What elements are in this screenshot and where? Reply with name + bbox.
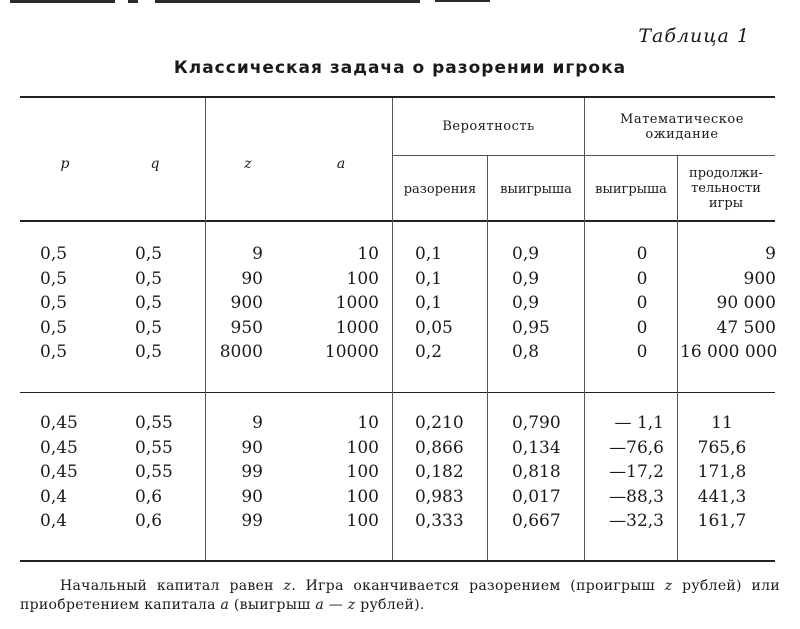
- cell-a: 10: [357, 413, 379, 433]
- cell-ruin: 0,1: [415, 293, 443, 314]
- page-top-rule: [10, 0, 530, 4]
- cell-win: 0,9: [512, 293, 540, 314]
- vrule-prob-exp: [584, 98, 585, 560]
- cell-win: 0,95: [512, 317, 550, 338]
- cell-win: 0,017: [512, 486, 561, 507]
- cell-win: 0,8: [512, 342, 540, 363]
- cell-z: 90: [241, 268, 263, 289]
- footnote-text-2: . Игра оканчивается разорением (проигрыш: [291, 578, 665, 594]
- cell-duration: 900: [743, 268, 776, 289]
- header-exp-win: выигрыша: [595, 182, 667, 197]
- table-caption: Классическая задача о разорении игрока: [173, 58, 627, 78]
- cell-z: 99: [241, 511, 263, 532]
- cell-p: 0,4: [40, 486, 68, 507]
- cell-z: 90: [241, 437, 263, 458]
- cell-win: 0,134: [512, 437, 561, 458]
- cell-z: 950: [230, 317, 263, 338]
- cell-q: 0,5: [135, 342, 163, 363]
- cell-a: 1000: [335, 317, 379, 338]
- cell-p: 0,4: [40, 511, 68, 532]
- cell-q: 0,6: [135, 486, 163, 507]
- header-q: q: [150, 156, 160, 172]
- cell-a: 10: [357, 244, 379, 264]
- header-probability: Вероятность: [442, 119, 535, 134]
- cell-duration: 765,6: [697, 437, 747, 458]
- cell-a: 1000: [335, 293, 379, 314]
- cell-a: 100: [346, 511, 379, 532]
- cell-duration: 9: [765, 244, 776, 264]
- cell-gain: 0: [636, 293, 648, 314]
- cell-q: 0,55: [135, 437, 173, 458]
- cell-win: 0,9: [512, 244, 540, 264]
- cell-q: 0,5: [135, 317, 163, 338]
- cell-a: 100: [346, 462, 379, 483]
- cell-z: 90: [241, 486, 263, 507]
- cell-duration: 16 000 000: [680, 342, 778, 363]
- cell-p: 0,5: [40, 244, 68, 264]
- cell-gain: 0: [636, 244, 648, 264]
- footnote-text-1: Начальный капитал равен: [60, 578, 284, 594]
- header-expectation: Математическое ожидание: [620, 112, 744, 142]
- header-top-rule: [20, 96, 775, 98]
- cell-a: 100: [346, 268, 379, 289]
- footnote-text-4: (выигрыш: [229, 597, 316, 613]
- cell-p: 0,5: [40, 293, 68, 314]
- cell-p: 0,5: [40, 342, 68, 363]
- header-p: p: [60, 156, 70, 172]
- cell-q: 0,5: [135, 293, 163, 314]
- cell-ruin: 0,1: [415, 244, 443, 264]
- cell-gain: —17,2: [609, 462, 664, 483]
- cell-a: 100: [346, 437, 379, 458]
- cell-gain: 0: [636, 268, 648, 289]
- cell-p: 0,45: [40, 462, 78, 483]
- cell-p: 0,5: [40, 268, 68, 289]
- cell-z: 900: [230, 293, 263, 314]
- cell-ruin: 0,333: [415, 511, 464, 532]
- cell-win: 0,667: [512, 511, 561, 532]
- cell-a: 10000: [324, 342, 379, 363]
- cell-win: 0,9: [512, 268, 540, 289]
- vrule-a-prob: [392, 98, 393, 560]
- cell-gain: —76,6: [609, 437, 664, 458]
- cell-gain: 0: [636, 342, 648, 363]
- cell-duration: 441,3: [697, 486, 747, 507]
- cell-q: 0,5: [135, 268, 163, 289]
- header-bottom-rule: [20, 220, 775, 222]
- footnote-var-a-minus-z: a — z: [315, 597, 356, 613]
- cell-ruin: 0,866: [415, 437, 464, 458]
- cell-z: 8000: [219, 342, 263, 363]
- cell-p: 0,5: [40, 317, 68, 338]
- cell-gain: —88,3: [609, 486, 664, 507]
- footnote-var-z-loss: z: [664, 578, 673, 594]
- cell-gain: —32,3: [609, 511, 664, 532]
- header-duration: продолжи-тельности игры: [689, 166, 763, 211]
- header-win: выигрыша: [500, 182, 572, 197]
- cell-a: 100: [346, 486, 379, 507]
- group-separator-rule: [20, 392, 775, 393]
- table-label: Таблица 1: [638, 25, 750, 47]
- cell-z: 9: [252, 413, 263, 433]
- cell-ruin: 0,1: [415, 268, 443, 289]
- header-z: z: [244, 156, 252, 172]
- cell-p: 0,45: [40, 437, 78, 458]
- cell-win: 0,790: [512, 413, 561, 433]
- footnote-text-3: рублей) или приобретением капитала: [20, 578, 780, 613]
- cell-q: 0,55: [135, 413, 173, 433]
- cell-ruin: 0,05: [415, 317, 453, 338]
- vrule-ruin-win: [487, 156, 488, 560]
- cell-q: 0,55: [135, 462, 173, 483]
- cell-p: 0,45: [40, 413, 78, 433]
- cell-duration: 47 500: [716, 317, 776, 338]
- cell-q: 0,6: [135, 511, 163, 532]
- cell-duration: 171,8: [697, 462, 747, 483]
- cell-duration: 11: [711, 413, 733, 433]
- cell-ruin: 0,182: [415, 462, 464, 483]
- cell-duration: 90 000: [716, 293, 776, 314]
- cell-ruin: 0,983: [415, 486, 464, 507]
- footnote-var-a: a: [220, 597, 230, 613]
- cell-z: 99: [241, 462, 263, 483]
- cell-z: 9: [252, 244, 263, 264]
- header-ruin: разорения: [403, 182, 477, 197]
- cell-gain: — 1,1: [614, 413, 664, 433]
- footnote-text-5: рублей).: [355, 597, 425, 613]
- cell-ruin: 0,210: [415, 413, 464, 433]
- cell-gain: 0: [636, 317, 648, 338]
- cell-ruin: 0,2: [415, 342, 443, 363]
- table-bottom-rule: [20, 560, 775, 562]
- cell-duration: 161,7: [697, 511, 747, 532]
- footnote-var-z: z: [283, 578, 292, 594]
- header-a: a: [336, 156, 346, 172]
- cell-q: 0,5: [135, 244, 163, 264]
- footnote: [20, 577, 780, 615]
- cell-win: 0,818: [512, 462, 561, 483]
